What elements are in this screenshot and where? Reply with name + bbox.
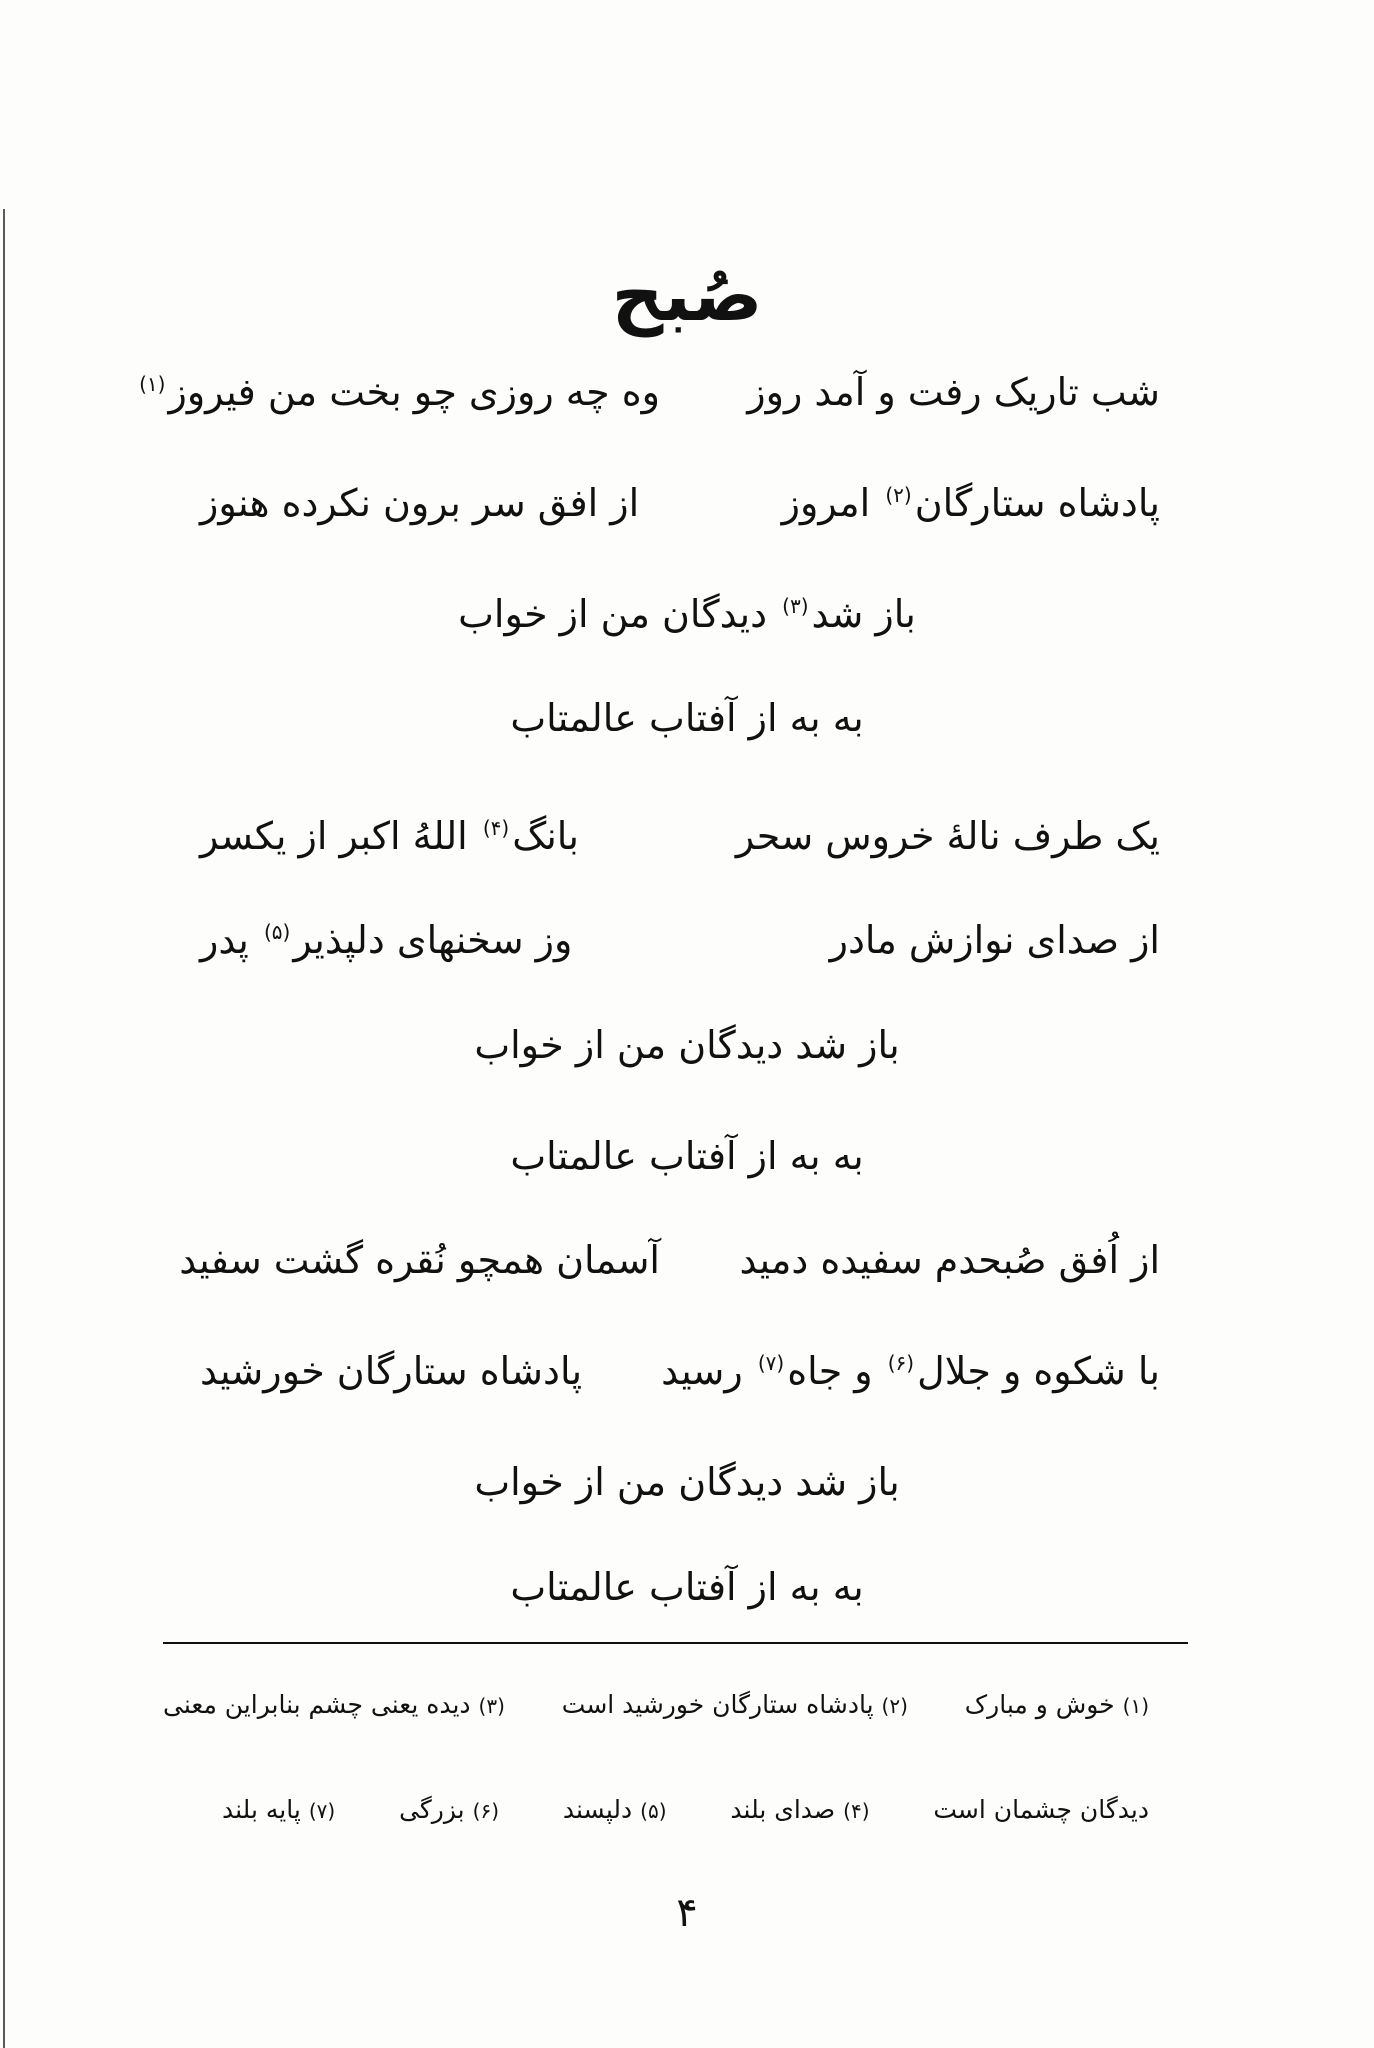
footnote-text: صدای بلند bbox=[730, 1794, 836, 1824]
hemistich-text: وز سخنهای دلپذیر bbox=[293, 918, 573, 962]
hemistich-left bbox=[200, 806, 660, 866]
hemistich-left bbox=[200, 910, 660, 970]
footnote-text: بزرگی bbox=[399, 1794, 465, 1824]
footnote-marker: (۴) bbox=[482, 816, 510, 841]
footnote-item bbox=[730, 1795, 869, 1824]
hemistich-left bbox=[200, 473, 660, 533]
hemistich-text: و جاه bbox=[787, 1349, 873, 1393]
hemistich-text: اللهُ اکبر از یکسر bbox=[200, 814, 468, 858]
footnote-number: (۵) bbox=[640, 1798, 667, 1823]
hemistich-text: پادشاه ستارگان خورشید bbox=[200, 1349, 583, 1393]
hemistich-text: از اُفق صُبحدم سفیده دمید bbox=[739, 1238, 1160, 1282]
hemistich-right bbox=[735, 806, 1160, 866]
refrain-text: به به از آفتاب عالمتاب bbox=[510, 696, 864, 740]
hemistich-right bbox=[740, 910, 1160, 970]
footnote-number: (۲) bbox=[881, 1693, 908, 1718]
footnote-item bbox=[163, 1690, 505, 1719]
hemistich-text: آسمان همچو نُقره گشت سفید bbox=[179, 1238, 660, 1282]
footnote-item bbox=[222, 1795, 335, 1824]
footnote-text: پادشاه ستارگان خورشید است bbox=[561, 1689, 874, 1719]
refrain-line bbox=[0, 688, 1374, 748]
refrain-text: باز شد bbox=[811, 592, 916, 636]
hemistich-right bbox=[740, 473, 1160, 533]
footnote-text: دیده یعنی چشم بنابراین معنی bbox=[163, 1689, 471, 1719]
hemistich-left bbox=[179, 1230, 660, 1290]
footnote-item bbox=[562, 1690, 908, 1719]
footnote-number: (۶) bbox=[472, 1798, 500, 1823]
hemistich-text: یک طرف نالهٔ خروس سحر bbox=[735, 814, 1160, 858]
footnote-item bbox=[965, 1690, 1149, 1719]
hemistich-right bbox=[661, 1341, 1160, 1401]
hemistich-text: با شکوه و جلال bbox=[917, 1349, 1160, 1393]
footnote-text: پایه بلند bbox=[222, 1794, 301, 1824]
footnote-text: دیدگان چشمان است bbox=[933, 1794, 1149, 1824]
refrain-line bbox=[0, 1126, 1374, 1186]
footnote-text: دلپسند bbox=[562, 1794, 633, 1824]
hemistich-left bbox=[139, 362, 660, 422]
footnote-item bbox=[563, 1795, 667, 1824]
hemistich-right bbox=[740, 1230, 1160, 1290]
footnote-number: (۴) bbox=[843, 1798, 870, 1823]
page-number: ۴ bbox=[676, 1890, 698, 1936]
hemistich-text: امروز bbox=[781, 481, 871, 525]
refrain-text: به به از آفتاب عالمتاب bbox=[510, 1134, 864, 1178]
footnote-item bbox=[933, 1795, 1149, 1824]
footnote-line bbox=[222, 1784, 1149, 1834]
hemistich-text: بانگ bbox=[512, 814, 579, 858]
hemistich-left bbox=[200, 1341, 660, 1401]
footnote-marker: (۲) bbox=[885, 483, 912, 508]
hemistich-text: شب تاریک رفت و آمد روز bbox=[747, 370, 1160, 414]
footnote-marker: (۱) bbox=[139, 372, 166, 397]
footnote-separator bbox=[163, 1642, 1188, 1644]
refrain-text: دیدگان من از خواب bbox=[458, 592, 768, 636]
footnote-item bbox=[399, 1795, 499, 1824]
footnote-marker: (۵) bbox=[263, 920, 291, 945]
refrain-text: به به از آفتاب عالمتاب bbox=[510, 1565, 864, 1609]
footnote-marker: (۶) bbox=[887, 1351, 915, 1376]
refrain-line bbox=[0, 1557, 1374, 1617]
hemistich-text: از صدای نوازش مادر bbox=[829, 918, 1160, 962]
footnote-line bbox=[163, 1679, 1149, 1729]
refrain-line bbox=[0, 1452, 1374, 1512]
footnote-number: (۳) bbox=[478, 1693, 505, 1718]
footnote-text: خوش و مبارک bbox=[964, 1689, 1115, 1719]
footnote-number: (۷) bbox=[308, 1798, 336, 1823]
refrain-text: باز شد دیدگان من از خواب bbox=[474, 1460, 900, 1504]
refrain-line bbox=[0, 1015, 1374, 1075]
hemistich-text: وه چه روزی چو بخت من فیروز bbox=[168, 370, 660, 414]
refrain-line bbox=[0, 584, 1374, 644]
footnote-marker: (۷) bbox=[757, 1351, 785, 1376]
hemistich-text: رسید bbox=[661, 1349, 743, 1393]
refrain-text: باز شد دیدگان من از خواب bbox=[474, 1023, 900, 1067]
hemistich-text: از افق سر برون نکرده هنوز bbox=[200, 481, 640, 525]
hemistich-text: پدر bbox=[200, 918, 249, 962]
poem-title: صُبح bbox=[611, 253, 763, 337]
hemistich-text: پادشاه ستارگان bbox=[914, 481, 1160, 525]
footnote-number: (۱) bbox=[1122, 1693, 1149, 1718]
hemistich-right bbox=[740, 362, 1160, 422]
footnote-marker: (۳) bbox=[782, 594, 809, 619]
